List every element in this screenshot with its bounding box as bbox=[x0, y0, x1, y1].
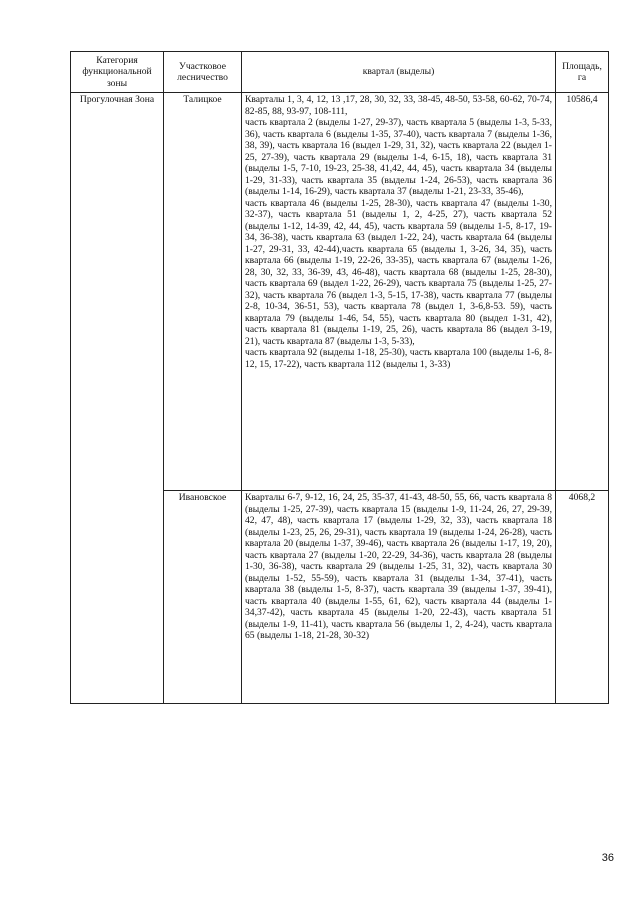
table-header-row bbox=[71, 52, 609, 93]
header-area: Площадь, га bbox=[556, 52, 609, 93]
quarters-paragraph: часть квартала 2 (выделы 1-27, 29-37), часть квартала 5 (выделы 1-3, 5-33, 36), часть квартала 6 (выделы 1-35, 37-40), часть квартала 7 (выделы 1-36, 38, 39), часть квартала 16 (выдел 1-29, 31, 32), часть квартала 22 (выдел 1-25, 27-39), часть квартала 29 (выделы 1-4, 6-15, 18), часть квартала 31 (выделы 1-5, 7-10, 19-23, 25-38, 41,42, 44, 45), часть квартала 34 (выделы 1-29, 31-33), часть квартала 35 (выделы 1-24, 26-53), часть квартала 36 (выделы 1-14, 16-29), часть квартала 37 (выделы 1-21, 23-33, 35-46), bbox=[245, 117, 552, 197]
area-cell-talitskoe: 10586,4 bbox=[556, 93, 609, 491]
header-category: Категория функциональной зоны bbox=[71, 52, 164, 93]
quarters-paragraph: Кварталы 1, 3, 4, 12, 13 ,17, 28, 30, 32, 33, 38-45, 48-50, 53-58, 60-62, 70-74, 82-85, 88, 93-97, 108-111, bbox=[245, 94, 552, 117]
page-number: 36 bbox=[601, 852, 614, 864]
forestry-cell-ivanovskoe: Ивановское bbox=[164, 491, 242, 704]
header-quarter: квартал (выделы) bbox=[242, 52, 556, 93]
forestry-cell-talitskoe: Талицкое bbox=[164, 93, 242, 491]
quarters-cell-talitskoe bbox=[242, 93, 556, 491]
forest-zone-table bbox=[70, 51, 609, 704]
header-forestry: Участковое лесничество bbox=[164, 52, 242, 93]
zone-category-cell: Прогулочная Зона bbox=[71, 93, 164, 704]
area-cell-ivanovskoe: 4068,2 bbox=[556, 491, 609, 704]
table-row-talitskoe bbox=[71, 93, 609, 491]
quarters-paragraph: Кварталы 6-7, 9-12, 16, 24, 25, 35-37, 41-43, 48-50, 55, 66, часть квартала 8 (выделы 1-25, 27-39), часть квартала 15 (выделы 1-9, 11-24, 26, 27, 29-39, 42, 47, 48), часть квартала 17 (выделы 1-29, 32, 33), часть квартала 18 (выделы 1-23, 25, 26, 29-31), часть квартала 19 (выделы 1-24, 26-28), часть квартала 20 (выделы 1-37, 39-46), часть квартала 26 (выделы 1-17, 19, 20), часть квартала 27 (выделы 1-20, 22-29, 34-36), часть квартала 28 (выделы 1-30, 36-38), часть квартала 29 (выделы 1-25, 31, 32), часть квартала 30 (выделы 1-52, 55-59), часть квартала 31 (выделы 1-34, 37-41), часть квартала 38 (выделы 1-5, 8-37), часть квартала 39 (выделы 1-37, 39-41), часть квартала 40 (выделы 1-55, 61, 62), часть квартала 44 (выделы 1-34,37-42), часть квартала 45 (выделы 1-20, 22-43), часть квартала 51 (выделы 1-9, 11-41), часть квартала 56 (выделы 1, 2, 4-24), часть квартала 65 (выделы 1-18, 21-28, 30-32) bbox=[245, 492, 552, 641]
quarters-paragraph: часть квартала 92 (выделы 1-18, 25-30), часть квартала 100 (выделы 1-6, 8-12, 15, 17-22), часть квартала 112 (выделы 1, 3-33) bbox=[245, 347, 552, 370]
quarters-paragraph: часть квартала 46 (выделы 1-25, 28-30), часть квартала 47 (выделы 1-30, 32-37), часть квартала 51 (выделы 1, 2, 4-25, 27), часть квартала 52 (выделы 1-12, 14-39, 42, 44, 45), часть квартала 59 (выделы 1-5, 8-17, 19-34, 36-38), часть квартала 63 (выдел 1-22, 24), часть квартала 64 (выделы 1-27, 29-31, 33, 42-44),часть квартала 65 (выделы 1, 3-26, 34, 35), часть квартала 66 (выделы 1-19, 22-26, 33-35), часть квартала 67 (выделы 1-26, 28, 30, 32, 33, 36-39, 43, 46-48), часть квартала 68 (выделы 1-25, 28-30), часть квартала 69 (выдел 1-22, 26-29), часть квартала 75 (выделы 1-25, 27-32), часть квартала 76 (выдел 1-3, 5-15, 17-38), часть квартала 77 (выделы 2-8, 10-34, 36-51, 53), часть квартала 78 (выдел 1, 3-6,8-53. 59), часть квартала 79 (выделы 1-46, 54, 55), часть квартала 80 (выдел 1-31, 42), часть квартала 81 (выделы 1-19, 25, 26), часть квартала 86 (выдел 3-19, 21), часть квартала 87 (выделы 1-3, 5-33), bbox=[245, 197, 552, 347]
quarters-cell-ivanovskoe bbox=[242, 491, 556, 704]
